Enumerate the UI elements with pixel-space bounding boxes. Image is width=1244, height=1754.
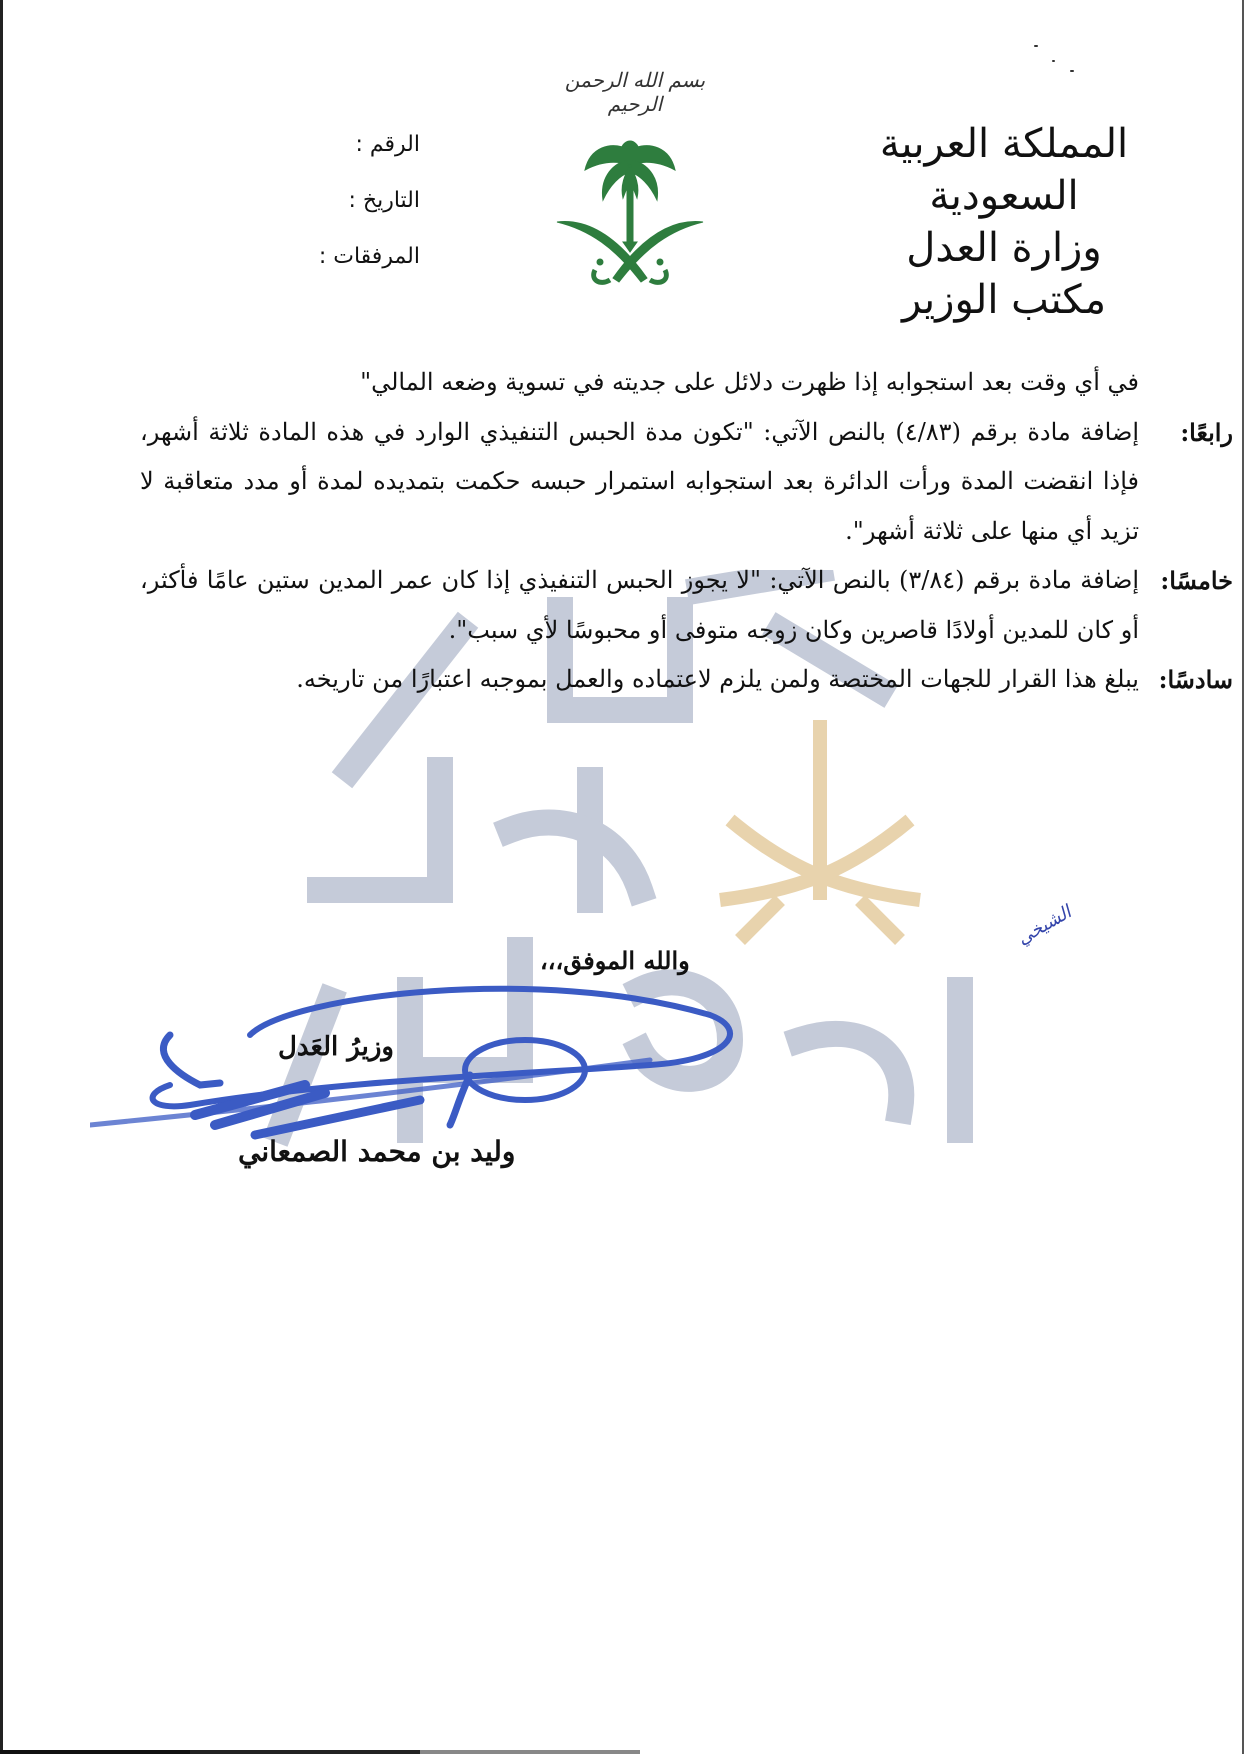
signature-ink xyxy=(90,975,770,1155)
paragraph-sixth xyxy=(140,655,1233,705)
saudi-emblem-icon xyxy=(555,130,705,290)
org-office: مكتب الوزير xyxy=(901,277,1107,323)
document-body xyxy=(140,358,1233,705)
paragraph-text: إضافة مادة برقم (٣/٨٤) بالنص الآتي: "لا يجوز الحبس التنفيذي إذا كان عمر المدين ستين عامًا فأكثر، أو كان للمدين أولادًا قاصرين وكان زوجه متوفى أو محبوسًا لأي سبب". xyxy=(140,566,1140,644)
paragraph-text: إضافة مادة برقم (٤/٨٣) بالنص الآتي: "تكون مدة الحبس التنفيذي الوارد في هذه المادة ثلاثة أشهر، فإذا انقضت المدة ورأت الدائرة بعد استجوابه استمرار حبسه حكمت بتمديده لمدة أو مدد متعاقبة لا تزيد أي منها على ثلاثة أشهر". xyxy=(140,417,1140,545)
signatory-name: وليد بن محمد الصمعاني xyxy=(238,1135,516,1168)
continuation-paragraph: في أي وقت بعد استجوابه إذا ظهرت دلائل على جديته في تسوية وضعه المالي" xyxy=(360,368,1139,396)
org-country: المملكة العربية السعودية xyxy=(879,121,1129,219)
scan-specks xyxy=(1024,40,1104,110)
signatory-title: وزيرُ العَدل xyxy=(278,1032,394,1062)
paragraph-label: رابعًا: xyxy=(1180,417,1233,447)
paragraph-text: يبلغ هذا القرار للجهات المختصة ولمن يلزم لاعتماده والعمل بموجبه اعتبارًا من تاريخه. xyxy=(296,665,1139,693)
paragraph-label: خامسًا: xyxy=(1160,566,1233,595)
meta-number: الرقم : xyxy=(355,132,420,157)
closing-phrase: والله الموفق،،، xyxy=(540,946,690,975)
paragraph-fourth xyxy=(140,408,1233,557)
organization-header xyxy=(814,118,1194,326)
handwritten-initials: الشيخي xyxy=(1013,901,1075,950)
basmala: بسم الله الرحمن الرحيم xyxy=(564,68,706,116)
document-meta xyxy=(290,125,420,293)
scan-edge-bottom xyxy=(0,1750,640,1754)
paragraph-fifth xyxy=(140,556,1233,655)
meta-attachments: المرفقات : xyxy=(318,244,420,269)
org-ministry: وزارة العدل xyxy=(906,225,1102,271)
paragraph-label: سادسًا: xyxy=(1158,665,1233,694)
meta-date: التاريخ : xyxy=(348,188,420,213)
scan-edge-left xyxy=(0,0,3,1754)
